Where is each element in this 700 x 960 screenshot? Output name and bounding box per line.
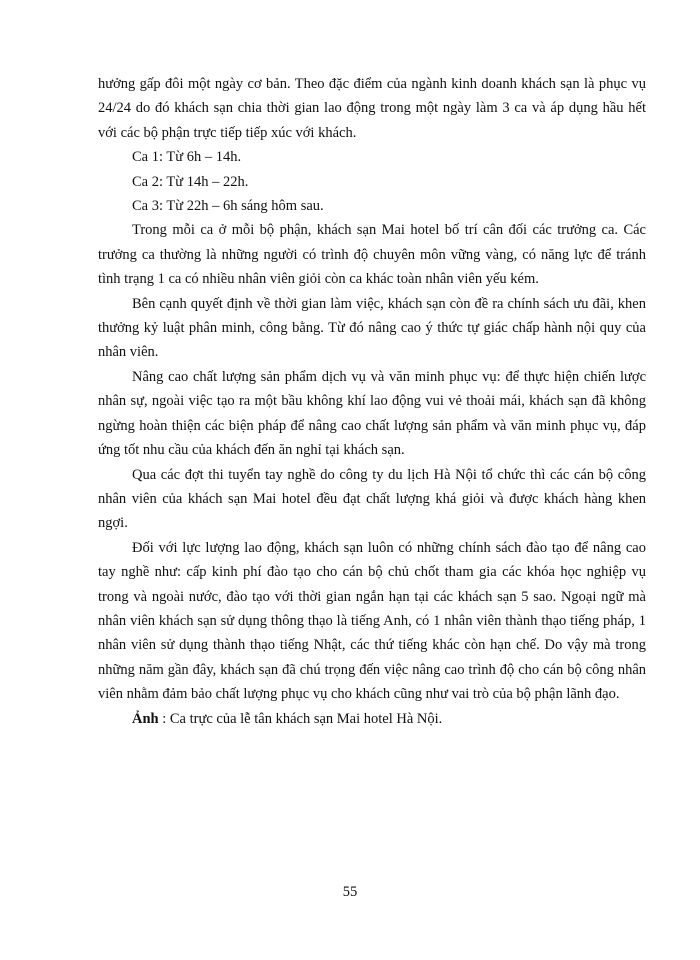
shift-1: Ca 1: Từ 6h – 14h. — [132, 149, 242, 166]
photo-caption — [98, 707, 646, 731]
shift-2: Ca 2: Từ 14h – 22h. — [132, 173, 249, 190]
paragraph-training: Đối với lực lượng lao động, khách sạn luôn có những chính sách đào tạo để nâng cao tay nghề như: cấp kinh phí đào tạo cho cán bộ chủ chốt tham gia các khóa học nghiệp vụ trong và ngoài nước, đào tạo với thời gian ngắn hạn tại các khách sạn 5 sao. Ngoại ngữ mà nhân viên khách sạn sử dụng thông thạo là tiếng Anh, có 1 nhân viên thành thạo tiếng pháp, 1 nhân viên sử dụng thành thạo tiếng Nhật, các thứ tiếng khác còn hạn chế. Do vậy mà trong những năm gần đây, khách sạn đã chú trọng đến việc nâng cao trình độ cho cán bộ công nhân viên nhằm đảm bảo chất lượng phục vụ cho khách cũng như vai trò của bộ phận lãnh đạo. — [98, 539, 646, 703]
paragraph-service-quality: Nâng cao chất lượng sản phẩm dịch vụ và văn minh phục vụ: để thực hiện chiến lược nhân sự, ngoài việc tạo ra một bầu không khí lao động vui vẻ thoải mái, khách sạn đã không ngừng hoàn thiện các biện pháp để nâng cao chất lượng sản phẩm và văn minh phục vụ, đáp ứng tốt nhu cầu của khách đến ăn nghỉ tại khách sạn. — [98, 368, 646, 459]
document-page — [98, 72, 646, 731]
shift-3: Ca 3: Từ 22h – 6h sáng hôm sau. — [132, 198, 324, 215]
paragraph-skill-contests: Qua các đợt thi tuyển tay nghề do công ty du lịch Hà Nội tổ chức thì các cán bộ công nhân viên của khách sạn Mai hotel đều đạt chất lượng khá giỏi và được khách hàng khen ngợi. — [98, 466, 646, 532]
paragraph-shift-leaders: Trong mỗi ca ở mỗi bộ phận, khách sạn Mai hotel bố trí cân đối các trưởng ca. Các trưởng ca thường là những người có trình độ chuyên môn vững vàng, có năng lực để tránh tình trạng 1 ca có nhiều nhân viên giỏi còn ca khác toàn nhân viên yếu kém. — [98, 222, 646, 288]
paragraph-working-hours: hưởng gấp đôi một ngày cơ bản. Theo đặc điểm của ngành kinh doanh khách sạn là phục vụ 24/24 do đó khách sạn chia thời gian lao động trong một ngày làm 3 ca và áp dụng hầu hết với các bộ phận trực tiếp tiếp xúc với khách. — [98, 76, 646, 141]
page-number: 55 — [342, 884, 358, 900]
paragraph-incentives: Bên cạnh quyết định về thời gian làm việc, khách sạn còn đề ra chính sách ưu đãi, khen thưởng kỷ luật phân minh, công bằng. Từ đó nâng cao ý thức tự giác chấp hành nội quy của nhân viên. — [98, 295, 646, 361]
caption-text: : Ca trực của lễ tân khách sạn Mai hotel Hà Nội. — [158, 710, 443, 727]
caption-label: Ảnh — [132, 710, 159, 727]
